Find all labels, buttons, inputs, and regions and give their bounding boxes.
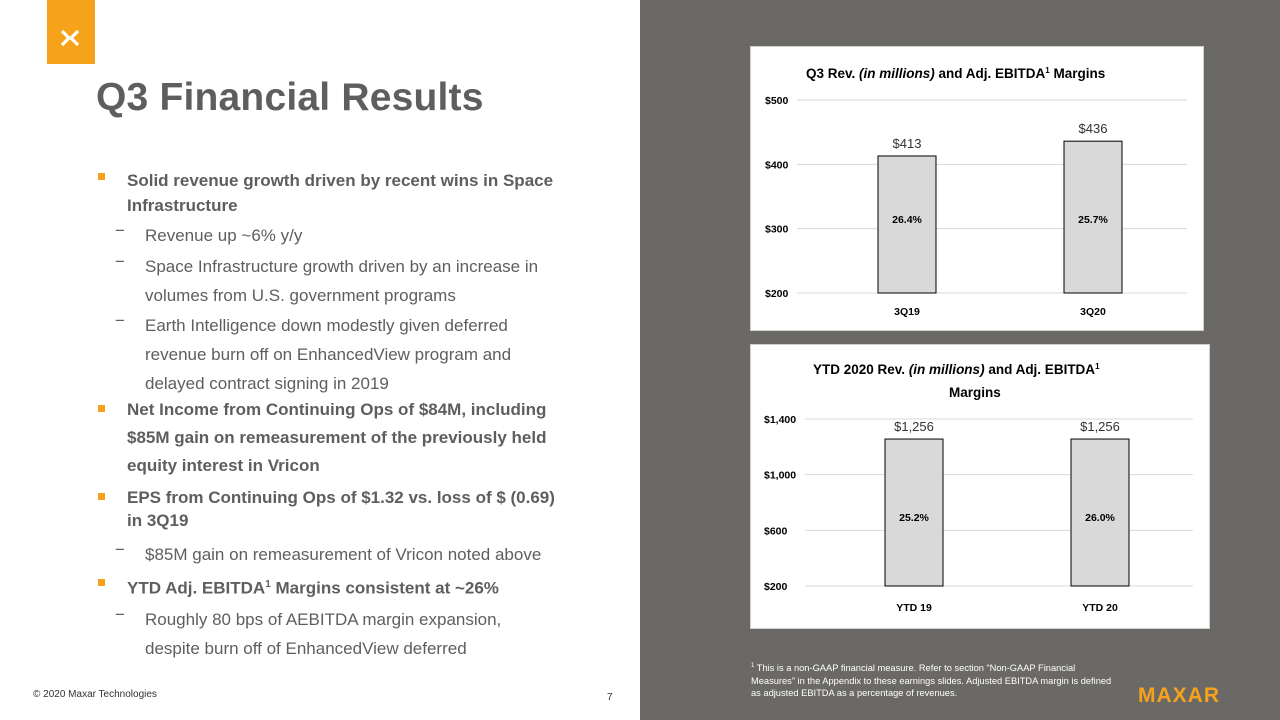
footnote-marker: 1 — [265, 579, 271, 590]
bullet-line: Margins consistent at ~26% — [270, 578, 499, 598]
bullet-line: volumes from U.S. government programs — [145, 286, 456, 305]
bar-value-label: $1,256 — [894, 419, 934, 435]
copyright: © 2020 Maxar Technologies — [33, 689, 157, 700]
bullet-line: Revenue up ~6% y/y — [145, 226, 303, 245]
bullet-square-icon — [98, 173, 105, 180]
category-label: YTD 19 — [896, 602, 932, 614]
dash-icon: − — [115, 311, 125, 330]
bullet-line: EPS from Continuing Ops of $1.32 vs. loss of $ (0.69) — [127, 488, 555, 507]
chart-q3-revenue — [750, 46, 1204, 331]
category-label: 3Q20 — [1080, 306, 1106, 318]
chart-ytd-svg — [751, 345, 1209, 628]
page-title: Q3 Financial Results — [96, 76, 484, 119]
bar-value-label: $1,256 — [1080, 419, 1120, 435]
bullet-square-icon — [98, 493, 105, 500]
chart-title-sup: 1 — [1045, 66, 1050, 75]
bar-value-label: $436 — [1078, 121, 1108, 137]
bullet-line: Space Infrastructure growth driven by an increase in — [145, 257, 539, 276]
chart-q3-svg — [751, 47, 1203, 330]
footnote-line: Measures” in the Appendix to these earnings slides. Adjusted EBITDA margin is defined — [751, 675, 1112, 686]
chart-title-sup: 1 — [1095, 362, 1100, 371]
svg-text:Q3 Rev. (in millions) and Adj. — [806, 66, 1105, 81]
bullet-line: $85M gain on remeasurement of Vricon noted above — [145, 545, 542, 564]
bullet-square-icon — [98, 405, 105, 412]
y-tick-label: $200 — [764, 581, 788, 593]
bullet-line: revenue burn off on EnhancedView program and — [145, 345, 512, 364]
y-tick-label: $200 — [765, 288, 789, 300]
dash-icon: − — [115, 540, 125, 559]
chart-ytd-revenue — [750, 344, 1210, 629]
bullet-line: $85M gain on remeasurement of the previously held — [127, 428, 547, 447]
dash-icon: − — [115, 252, 125, 271]
y-tick-label: $1,000 — [764, 469, 797, 482]
maxar-x-icon — [61, 30, 79, 46]
bullet-square-icon — [98, 579, 105, 586]
bullet-line: despite burn off of EnhancedView deferred — [145, 639, 467, 658]
chart-title-part: and Adj. EBITDA — [934, 66, 1046, 81]
margin-label: 25.2% — [899, 512, 929, 524]
bullet-line: Earth Intelligence down modestly given deferred — [145, 316, 508, 335]
bullet-line: Infrastructure — [127, 196, 238, 215]
bullet-line: delayed contract signing in 2019 — [145, 374, 389, 393]
footnote-line: as adjusted EBITDA as a percentage of revenues. — [751, 688, 958, 699]
bullet-line: Solid revenue growth driven by recent wins in Space — [127, 171, 554, 190]
page-number: 7 — [607, 692, 613, 703]
y-tick-label: $600 — [764, 525, 788, 538]
footnote-marker: 1 — [751, 663, 755, 669]
footnote-line: This is a non-GAAP financial measure. Refer to section “Non-GAAP Financial — [756, 663, 1076, 674]
margin-label: 25.7% — [1078, 214, 1108, 226]
bullet-line: YTD Adj. EBITDA — [127, 578, 266, 598]
y-tick-label: $1,400 — [764, 414, 797, 426]
maxar-logo: MAXAR — [1138, 684, 1220, 707]
margin-label: 26.4% — [892, 214, 922, 226]
bullet-line: equity interest in Vricon — [127, 456, 320, 475]
category-label: 3Q19 — [894, 306, 920, 318]
chart-title-part: Margins — [1049, 66, 1106, 81]
chart-title-part: (in millions) — [908, 362, 985, 377]
footnote — [751, 660, 1171, 700]
y-tick-label: $300 — [765, 223, 789, 236]
margin-label: 26.0% — [1085, 512, 1115, 524]
chart-title-part: (in millions) — [859, 66, 935, 81]
logo-tab — [47, 0, 95, 64]
category-label: YTD 20 — [1082, 602, 1118, 614]
bullet-line: in 3Q19 — [127, 511, 189, 530]
chart-title-part: Q3 Rev. — [806, 66, 860, 81]
svg-text:YTD 2020 Rev. (in millions) an — [813, 362, 1100, 377]
chart-title-part: Margins — [949, 385, 1001, 400]
chart-title-part: and Adj. EBITDA — [984, 362, 1096, 377]
bullet-line: Net Income from Continuing Ops of $84M, including — [127, 400, 547, 419]
bar-value-label: $413 — [892, 135, 922, 151]
dash-icon: − — [115, 605, 125, 624]
dash-icon: − — [115, 221, 125, 240]
y-tick-label: $400 — [765, 159, 789, 172]
chart-title-part: YTD 2020 Rev. — [813, 362, 909, 377]
y-tick-label: $500 — [765, 95, 789, 107]
bullet-line: Roughly 80 bps of AEBITDA margin expansion, — [145, 610, 502, 629]
